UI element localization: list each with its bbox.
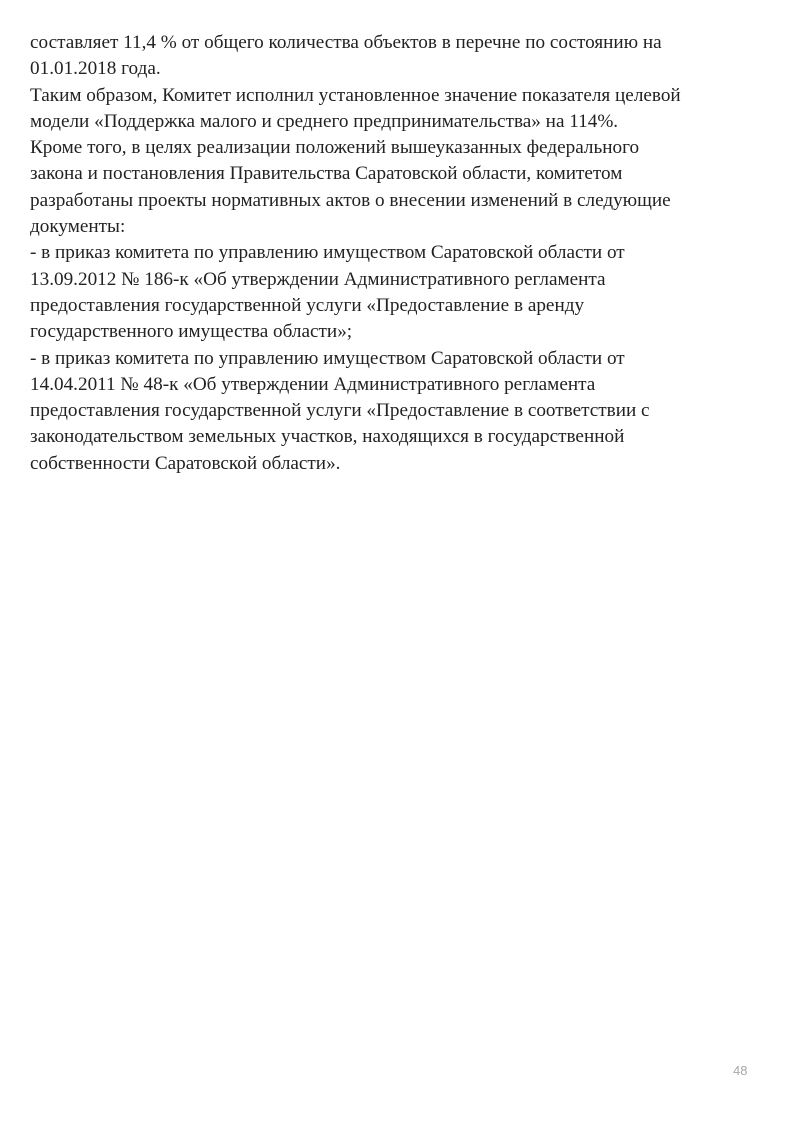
page-number: 48 bbox=[733, 1063, 748, 1078]
text-line: Кроме того, в целях реализации положений вышеуказанных федерального bbox=[30, 137, 640, 159]
text-line: закона и постановления Правительства Саратовской области, комитетом bbox=[30, 163, 623, 185]
text-line: модели «Поддержка малого и среднего предпринимательства» на 114%. bbox=[30, 110, 619, 132]
text-line: государственного имущества области»; bbox=[30, 321, 353, 343]
text-line: - в приказ комитета по управлению имуществом Саратовской области от bbox=[30, 242, 625, 264]
text-line: предоставления государственной услуги «Предоставление в соответствии с bbox=[30, 400, 650, 422]
text-line: Таким образом, Комитет исполнил установленное значение показателя целевой bbox=[30, 84, 681, 106]
text-line: 13.09.2012 № 186-к «Об утверждении Административного регламента bbox=[30, 268, 606, 290]
body-text bbox=[30, 30, 775, 477]
text-line: собственности Саратовской области». bbox=[30, 452, 341, 474]
text-line: - в приказ комитета по управлению имуществом Саратовской области от bbox=[30, 347, 625, 369]
text-line: разработаны проекты нормативных актов о внесении изменений в следующие bbox=[30, 189, 671, 211]
text-line: документы: bbox=[30, 216, 126, 238]
text-line: предоставления государственной услуги «Предоставление в аренду bbox=[30, 294, 585, 316]
text-line: 01.01.2018 года. bbox=[30, 58, 161, 80]
text-line: 14.04.2011 № 48-к «Об утверждении Административного регламента bbox=[30, 373, 596, 395]
text-line: составляет 11,4 % от общего количества объектов в перечне по состоянию на bbox=[30, 32, 662, 53]
text-line: законодательством земельных участков, находящихся в государственной bbox=[30, 426, 625, 448]
